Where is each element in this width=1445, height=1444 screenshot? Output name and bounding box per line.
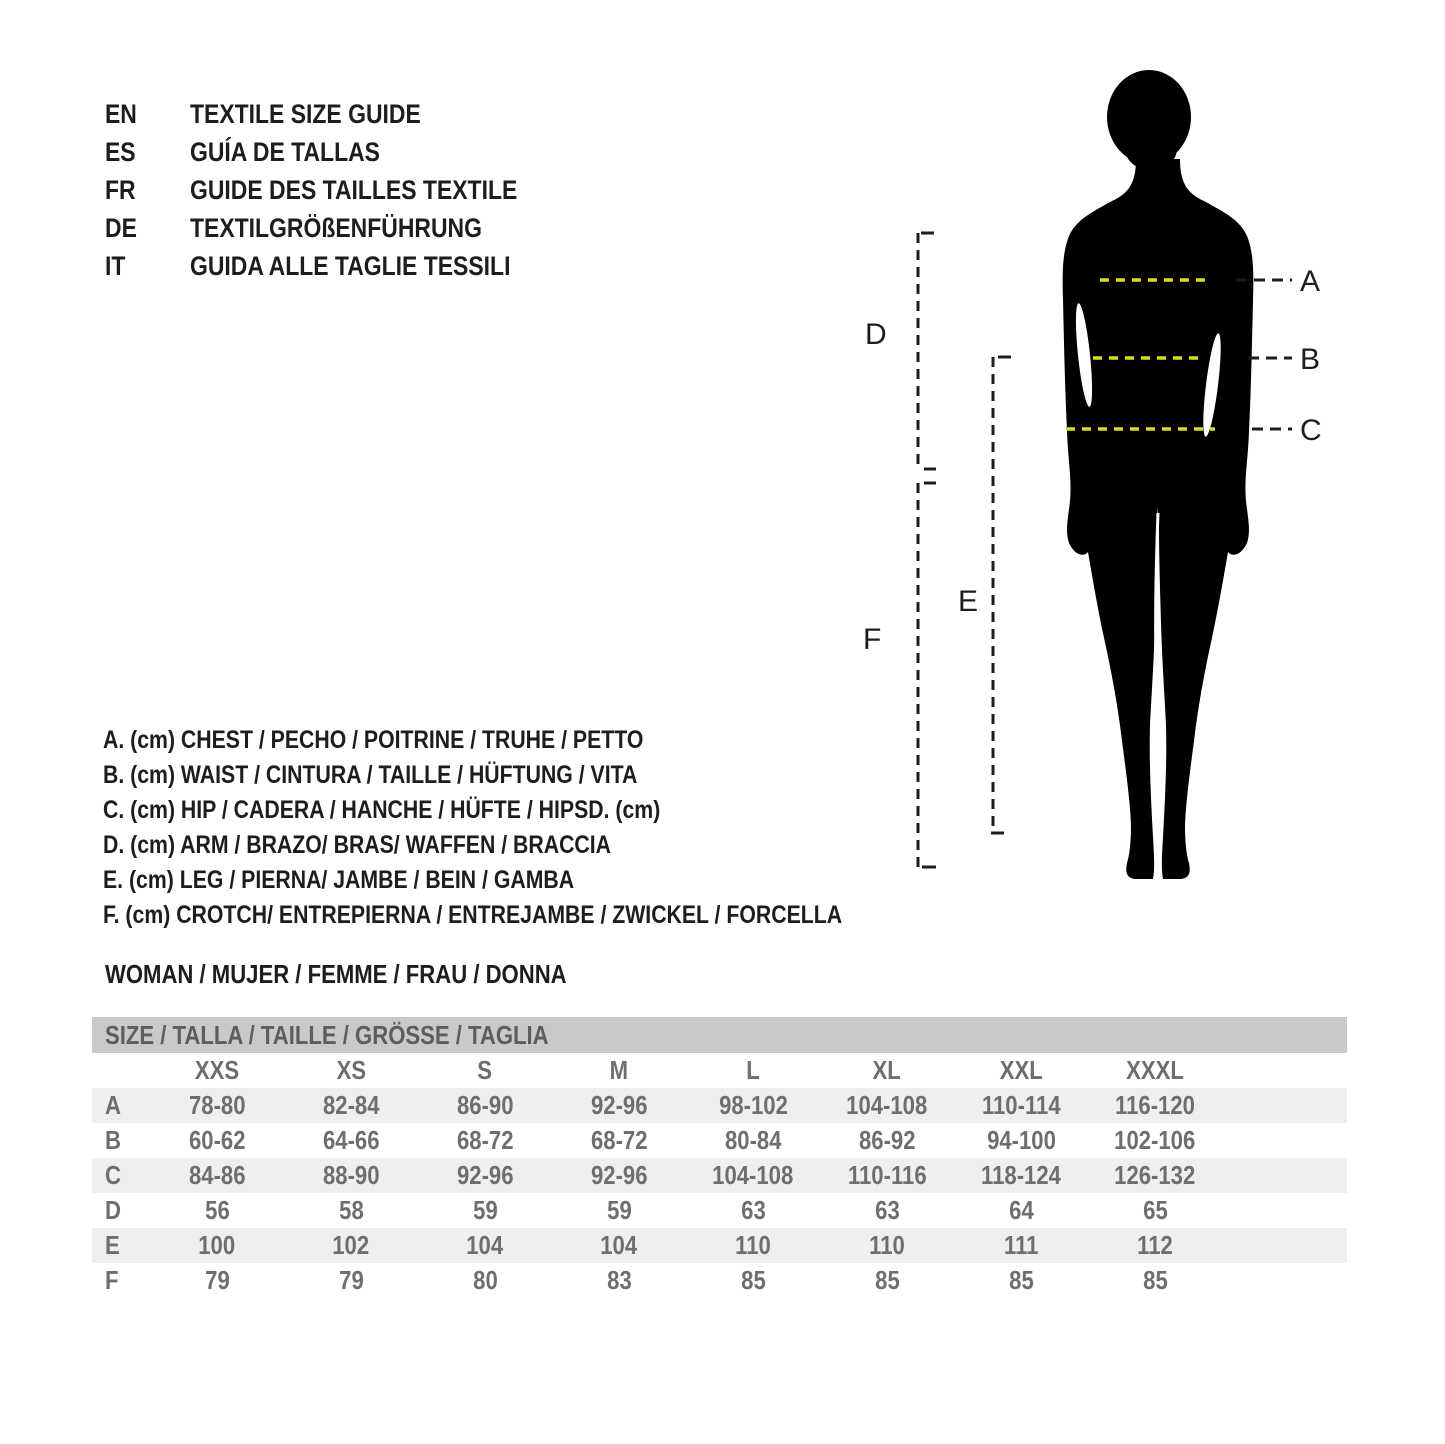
label-chest-a: A	[1300, 265, 1321, 298]
size-labels-row	[92, 1053, 1347, 1088]
cell-value: 84-86	[188, 1160, 246, 1190]
cell-value: 110	[735, 1230, 771, 1260]
cell-value: 86-90	[456, 1090, 514, 1120]
table-row-a	[92, 1088, 1347, 1123]
label-crotch-f: F	[863, 623, 882, 656]
legend-waist: B. (cm) WAIST / CINTURA / TAILLE / HÜFTUNG / VITA	[103, 761, 638, 789]
size-table	[92, 1017, 1347, 1298]
lang-title-es: GUÍA DE TALLAS	[190, 137, 380, 167]
cell-value: 110-114	[981, 1090, 1061, 1120]
cell-value: 65	[1142, 1195, 1168, 1225]
size-label-xxs: XXS	[194, 1055, 240, 1085]
legend-chest: A. (cm) CHEST / PECHO / POITRINE / TRUHE / PETTO	[103, 726, 644, 754]
row-label: C	[105, 1160, 121, 1190]
lang-title-it: GUIDA ALLE TAGLIE TESSILI	[190, 251, 511, 281]
size-label-s: S	[477, 1055, 493, 1085]
cell-value: 110-116	[847, 1160, 927, 1190]
cell-value: 102	[332, 1230, 370, 1260]
cell-value: 64-66	[322, 1125, 380, 1155]
cell-value: 80-84	[724, 1125, 782, 1155]
cell-value: 88-90	[322, 1160, 380, 1190]
cell-value: 68-72	[456, 1125, 514, 1155]
cell-value: 63	[874, 1195, 900, 1225]
cell-value: 92-96	[456, 1160, 514, 1190]
cell-value: 64	[1008, 1195, 1034, 1225]
cell-value: 126-132	[1114, 1160, 1196, 1190]
cell-value: 83	[606, 1265, 632, 1295]
label-waist-b: B	[1300, 343, 1321, 376]
cell-value: 68-72	[590, 1125, 648, 1155]
row-label: D	[105, 1195, 121, 1225]
size-label-m: M	[609, 1055, 629, 1085]
cell-value: 85	[1008, 1265, 1034, 1295]
cell-value: 104-108	[712, 1160, 794, 1190]
lang-title-fr: GUIDE DES TAILLES TEXTILE	[190, 175, 518, 205]
lang-title-de: TEXTILGRÖßENFÜHRUNG	[190, 213, 482, 243]
row-label: F	[105, 1265, 119, 1295]
cell-value: 85	[740, 1265, 766, 1295]
lang-title-en: TEXTILE SIZE GUIDE	[190, 99, 421, 129]
lang-code-es: ES	[105, 137, 136, 167]
gender-heading	[105, 959, 648, 990]
cell-value: 59	[606, 1195, 632, 1225]
row-label: A	[105, 1090, 121, 1120]
cell-value: 116-120	[1115, 1090, 1195, 1120]
table-row-c	[92, 1158, 1347, 1193]
cell-value: 85	[874, 1265, 900, 1295]
cell-value: 98-102	[718, 1090, 788, 1120]
size-label-xxl: XXL	[999, 1055, 1043, 1085]
lang-row-de	[105, 209, 575, 247]
lang-row-es	[105, 133, 575, 171]
size-label-xs: XS	[336, 1055, 366, 1085]
cell-value: 82-84	[322, 1090, 380, 1120]
inner-leg-line	[1156, 513, 1159, 867]
cell-value: 86-92	[858, 1125, 916, 1155]
lang-code-it: IT	[105, 251, 126, 281]
lang-row-it	[105, 247, 575, 285]
lang-code-fr: FR	[105, 175, 136, 205]
row-label: B	[105, 1125, 121, 1155]
cell-value: 56	[204, 1195, 230, 1225]
legend-arm: D. (cm) ARM / BRAZO/ BRAS/ WAFFEN / BRACCIA	[103, 831, 612, 859]
cell-value: 102-106	[1114, 1125, 1196, 1155]
legend-hip: C. (cm) HIP / CADERA / HANCHE / HÜFTE / HIPSD. (cm)	[103, 796, 661, 824]
cell-value: 104-108	[846, 1090, 928, 1120]
cell-value: 59	[472, 1195, 498, 1225]
cell-value: 80	[472, 1265, 498, 1295]
measurement-legend	[103, 723, 972, 933]
lang-code-en: EN	[105, 99, 137, 129]
table-row-b	[92, 1123, 1347, 1158]
lang-row-fr	[105, 171, 575, 209]
cell-value: 100	[198, 1230, 236, 1260]
cell-value: 110	[869, 1230, 905, 1260]
table-row-e	[92, 1228, 1347, 1263]
cell-value: 85	[1142, 1265, 1168, 1295]
cell-value: 60-62	[188, 1125, 246, 1155]
lang-code-de: DE	[105, 213, 137, 243]
cell-value: 111	[1003, 1230, 1039, 1260]
label-leg-e: E	[958, 585, 979, 618]
lang-row-en	[105, 95, 575, 133]
size-label-l: L	[746, 1055, 760, 1085]
language-title-block	[105, 95, 575, 285]
cell-value: 118-124	[981, 1160, 1061, 1190]
table-row-f	[92, 1263, 1347, 1298]
cell-value: 58	[338, 1195, 364, 1225]
legend-leg: E. (cm) LEG / PIERNA/ JAMBE / BEIN / GAMBA	[103, 866, 575, 894]
label-arm-d: D	[865, 318, 887, 351]
table-row-d	[92, 1193, 1347, 1228]
cell-value: 63	[740, 1195, 766, 1225]
cell-value: 79	[338, 1265, 364, 1295]
cell-value: 92-96	[590, 1160, 648, 1190]
row-label: E	[105, 1230, 120, 1260]
size-table-header-text: SIZE / TALLA / TAILLE / GRÖSSE / TAGLIA	[105, 1020, 549, 1050]
size-table-header-bar	[92, 1017, 1347, 1053]
cell-value: 78-80	[188, 1090, 246, 1120]
cell-value: 92-96	[590, 1090, 648, 1120]
cell-value: 79	[204, 1265, 230, 1295]
legend-crotch: F. (cm) CROTCH/ ENTREPIERNA / ENTREJAMBE / ZWICKEL / FORCELLA	[103, 901, 843, 929]
cell-value: 94-100	[986, 1125, 1056, 1155]
cell-value: 104	[466, 1230, 504, 1260]
gender-heading-text: WOMAN / MUJER / FEMME / FRAU / DONNA	[105, 959, 567, 989]
size-label-xl: XL	[872, 1055, 902, 1085]
label-hip-c: C	[1300, 414, 1322, 447]
cell-value: 112	[1137, 1230, 1173, 1260]
size-label-xxxl: XXXL	[1126, 1055, 1184, 1085]
cell-value: 104	[600, 1230, 638, 1260]
